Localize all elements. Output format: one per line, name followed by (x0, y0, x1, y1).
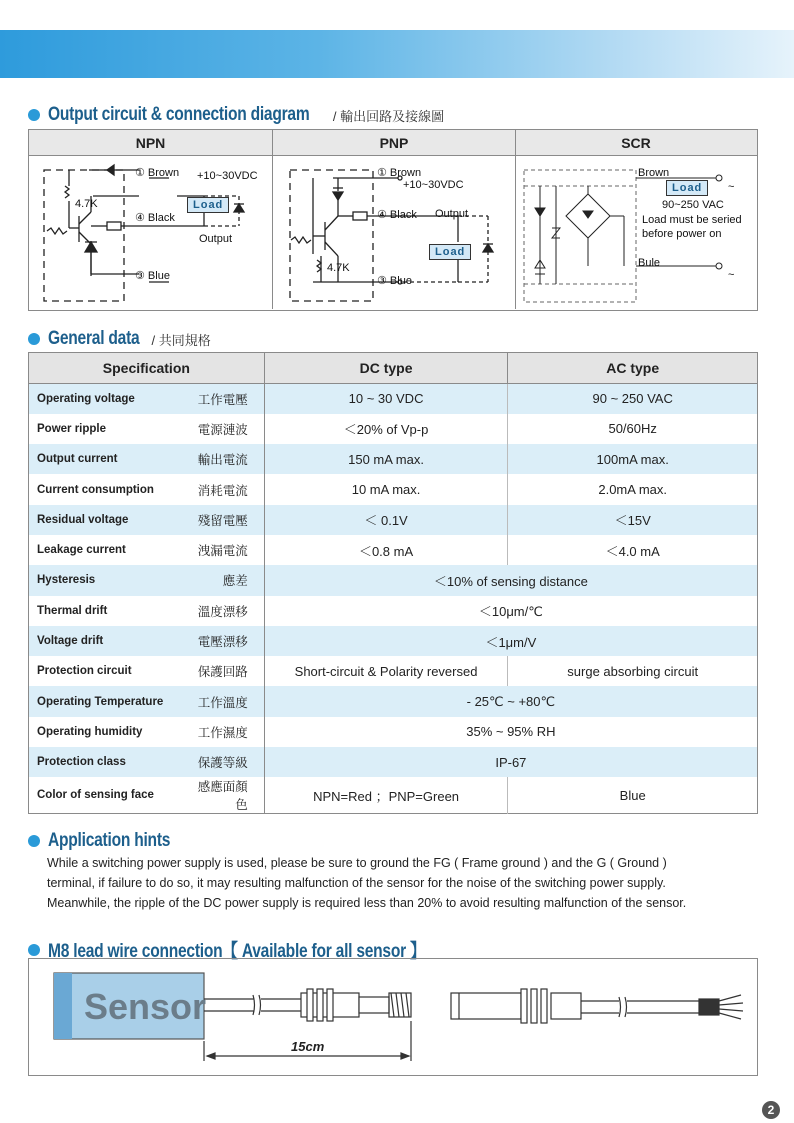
table-row (29, 777, 758, 814)
sensor-label: Sensor (84, 986, 207, 1027)
spec-cn-cell: 消耗電流 (185, 474, 264, 504)
hints-line-1: While a switching power supply is used, please be sure to ground the FG ( Frame ground ) and the G ( Ground ) (47, 856, 667, 870)
table-row (29, 747, 758, 777)
dc-value-cell: Short-circuit & Polarity reversed (264, 656, 508, 686)
spec-cn-cell: 洩漏電流 (185, 535, 264, 565)
spec-name-cell: Leakage current (37, 544, 126, 557)
general-data-section-title (28, 328, 211, 350)
pnp-output-label: Output (435, 208, 469, 220)
spec-cn-cell: 應差 (185, 565, 264, 595)
circuit-panel (28, 129, 758, 311)
scr-load-box: Load (666, 180, 708, 196)
table-row (29, 384, 758, 414)
spec-cn-cell: 工作溫度 (185, 686, 264, 716)
ac-value-cell: ＜15V (508, 505, 758, 535)
ac-value-cell: Blue (619, 787, 646, 803)
spec-name-cell: Operating voltage (29, 384, 186, 414)
table-row (29, 565, 758, 595)
m8-panel (28, 958, 758, 1076)
hints-line-3: Meanwhile, the ripple of the DC power supply is required less than 20% to avoid resulting malfunction of the sensor. (47, 896, 687, 910)
npn-supply-label: +10~30VDC (197, 170, 258, 182)
spec-table-header (29, 353, 758, 384)
ac-value-cell: surge absorbing circuit (567, 663, 699, 679)
table-row (29, 474, 758, 504)
scr-brown-label: Brown (638, 167, 670, 179)
spec-cn-cell: 溫度漂移 (185, 596, 264, 626)
table-row (29, 596, 758, 626)
spec-name-cell: Voltage drift (29, 626, 186, 656)
pnp-blue-label: ③ Blue (377, 275, 412, 287)
spec-cn-cell: 電壓漂移 (185, 626, 264, 656)
scr-ac-symbol-1: ~ (728, 181, 735, 193)
pnp-supply-label: +10~30VDC (403, 179, 464, 191)
spec-name-cell: Color of sensing face (37, 789, 154, 802)
bullet-icon (28, 109, 40, 121)
table-row (29, 656, 758, 686)
dc-value-cell: ＜20% of Vp-p (264, 414, 508, 444)
table-row (29, 626, 758, 656)
spec-cn-cell: 保護等級 (185, 747, 264, 777)
spec-name-cell: Hysteresis (29, 565, 186, 595)
m8-cable-illustration (29, 959, 758, 1076)
scr-vac-label: 90~250 VAC (662, 199, 724, 211)
circuit-body (29, 156, 757, 309)
table-row (29, 686, 758, 716)
hints-section-title (28, 830, 197, 852)
dc-header: DC type (264, 353, 508, 384)
hints-title: Application hints (48, 830, 171, 851)
spec-value-cell: 35% ~ 95% RH (466, 724, 556, 740)
scr-ac-symbol-2: ~ (728, 269, 735, 281)
spec-name-cell: Power ripple (37, 422, 107, 435)
spec-value-cell: ＜1μm/V (264, 626, 757, 656)
scr-note-line2: before power on (642, 228, 722, 240)
spec-cn-cell: 感應面顏色 (185, 777, 264, 814)
spec-value-cell: ＜10% of sensing distance (264, 565, 757, 595)
npn-resistor-label: 4.7K (75, 198, 98, 210)
npn-blue-label: ③ Blue (135, 270, 170, 282)
general-data-title: General data (48, 328, 140, 349)
spec-cn-cell: 保護回路 (185, 656, 264, 686)
spec-name-cell: Thermal drift (37, 604, 108, 617)
output-circuit-section-title (28, 104, 444, 126)
npn-header: NPN (135, 134, 166, 151)
pnp-resistor-label: 4.7K (327, 262, 350, 274)
general-data-subtitle: / 共同規格 (151, 332, 211, 348)
page-number: 2 (762, 1101, 780, 1119)
spec-cn-cell: 電源漣波 (185, 414, 264, 444)
hints-text (47, 853, 767, 913)
output-circuit-title: Output circuit & connection diagram (48, 104, 310, 125)
hints-line-2: terminal, if failure to do so, it may resulting malfunction of the sensor for the noise of the switching power supply. (47, 876, 666, 890)
bullet-icon (28, 333, 40, 345)
spec-cn-cell: 輸出電流 (185, 444, 264, 474)
spec-name-cell: Current consumption (37, 483, 154, 496)
spec-cn-cell: 工作電壓 (185, 384, 264, 414)
spec-name-cell: Protection class (29, 747, 186, 777)
table-row (29, 444, 758, 474)
npn-brown-label: ① Brown (135, 167, 180, 179)
spec-name-cell: Residual voltage (29, 505, 186, 535)
pnp-brown-label: ① Brown (377, 167, 422, 179)
spec-table-body (29, 384, 758, 814)
dc-value-cell: NPN=Red ；PNP=Green (264, 777, 508, 814)
pnp-load-box: Load (429, 244, 471, 260)
scr-header: SCR (515, 130, 756, 155)
dc-value-cell: 150 mA max. (264, 444, 508, 474)
spec-name-cell: Operating Temperature (29, 686, 186, 716)
ac-value-cell: ＜4.0 mA (605, 543, 660, 559)
spec-header: Specification (29, 353, 265, 384)
pnp-diagram (272, 156, 515, 309)
output-circuit-subtitle: / 輸出回路及接線圖 (332, 108, 445, 124)
spec-table (28, 352, 758, 814)
npn-load-box: Load (187, 197, 229, 213)
spec-name-cell: Operating humidity (37, 725, 143, 738)
circuit-header (29, 130, 757, 156)
spec-cn-cell: 工作濕度 (185, 717, 264, 747)
scr-bule-label: Bule (638, 257, 661, 269)
scr-note-line1: Load must be seried (642, 214, 742, 226)
dc-value-cell: ＜0.8 mA (264, 535, 508, 565)
npn-output-label: Output (199, 233, 233, 245)
npn-diagram (29, 156, 272, 309)
ac-value-cell: 100mA max. (508, 444, 758, 474)
table-row (29, 505, 758, 535)
spec-cn-cell: 殘留電壓 (185, 505, 264, 535)
spec-name-cell: Output current (29, 444, 186, 474)
length-label: 15cm (291, 1039, 325, 1054)
dc-value-cell: ＜ 0.1V (264, 505, 508, 535)
ac-value-cell: 50/60Hz (608, 421, 657, 437)
bullet-icon (28, 835, 40, 847)
ac-value-cell: 2.0mA max. (598, 482, 667, 498)
top-banner (0, 30, 794, 78)
dc-value-cell: 10 mA max. (264, 474, 508, 504)
pnp-black-label: ④ Black (377, 209, 417, 221)
bullet-icon (28, 944, 40, 956)
table-row (29, 414, 758, 444)
ac-value-cell: 90 ~ 250 VAC (508, 384, 758, 414)
table-row (29, 535, 758, 565)
npn-black-label: ④ Black (135, 212, 175, 224)
spec-name-cell: Protection circuit (37, 665, 132, 678)
m8-title: M8 lead wire connection【 Available for all sensor 】 (48, 941, 426, 962)
ac-header: AC type (508, 353, 758, 384)
spec-value-cell: - 25℃ ~ +80℃ (264, 686, 757, 716)
spec-value-cell: ＜10μm/℃ (478, 604, 543, 620)
pnp-header: PNP (272, 130, 515, 155)
table-row (29, 717, 758, 747)
spec-value-cell: IP-67 (264, 747, 757, 777)
scr-diagram (515, 156, 756, 309)
dc-value-cell: 10 ~ 30 VDC (264, 384, 508, 414)
